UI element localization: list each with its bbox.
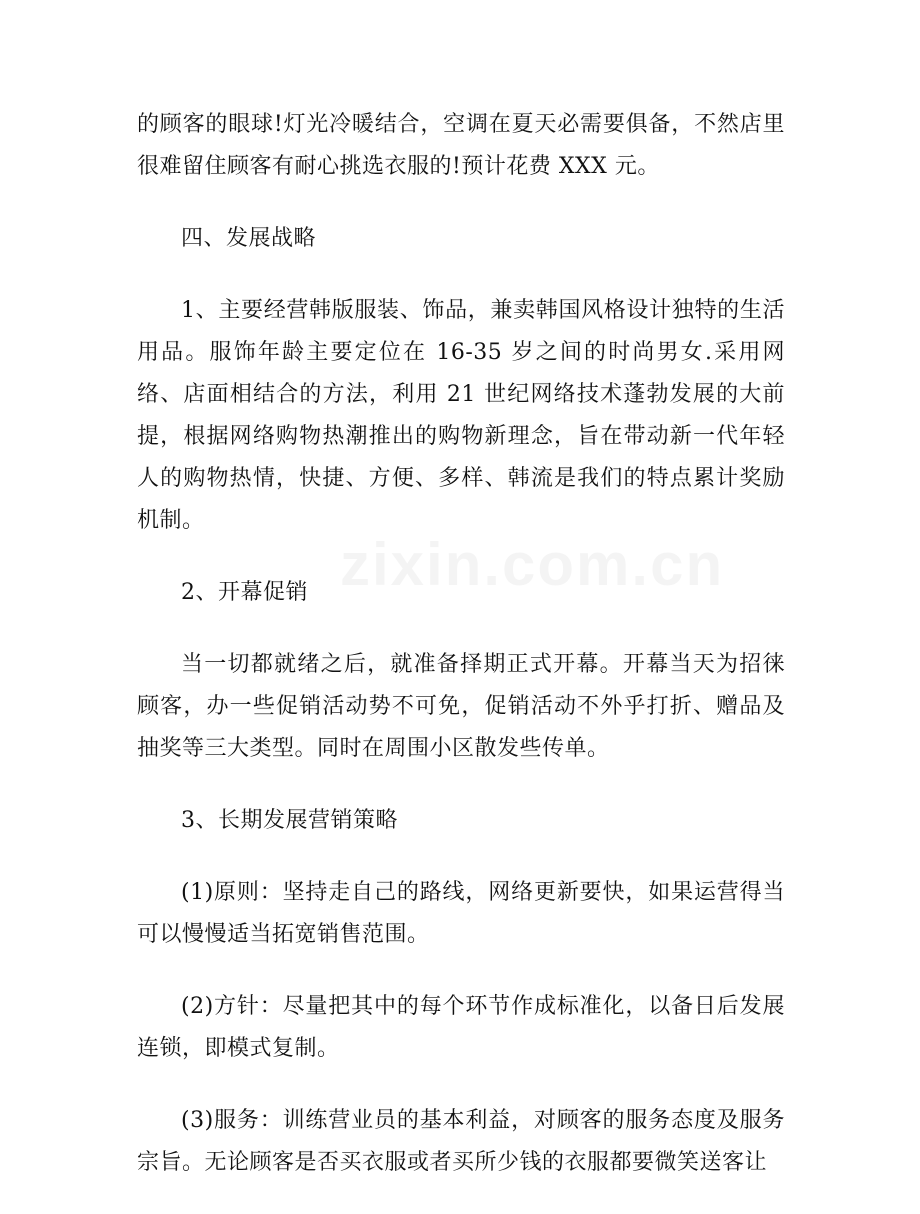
paragraph-opening-promotion: 当一切都就绪之后，就准备择期正式开幕。开幕当天为招徕顾客，办一些促销活动势不可免，促销活动不外乎打折、赠品及抽奖等三大类型。同时在周围小区散发些传单。 xyxy=(137,652,785,761)
subheading-opening-promotion: 2、开幕促销 xyxy=(181,580,308,605)
document-body xyxy=(137,104,785,1214)
paragraph-principle: (1)原则：坚持走自己的路线，网络更新要快，如果运营得当可以慢慢适当拓宽销售范围。 xyxy=(137,880,785,947)
paragraph-service: (3)服务：训练营业员的基本利益，对顾客的服务态度及服务宗旨。无论顾客是否买衣服或者买所少钱的衣服都要微笑送客让 xyxy=(137,1108,785,1175)
subheading-long-term-strategy: 3、长期发展营销策略 xyxy=(181,808,398,833)
paragraph-business-scope: 1、主要经营韩版服装、饰品，兼卖韩国风格设计独特的生活用品。服饰年龄主要定位在 16-35 岁之间的时尚男女.采用网络、店面相结合的方法，利用 21 世纪网络技术蓬勃发展的大前提，根据网络购物热潮推出的购物新理念，旨在带动新一代年轻人的购物热情，快捷、方便、多样、韩流是我们的特点累计奖励机制。 xyxy=(137,298,785,533)
paragraph-policy: (2)方针：尽量把其中的每个环节作成标准化，以备日后发展连锁，即模式复制。 xyxy=(137,994,785,1061)
section-heading-strategy: 四、发展战略 xyxy=(181,226,317,251)
paragraph-continued: 的顾客的眼球!灯光冷暖结合，空调在夏天必需要俱备，不然店里很难留住顾客有耐心挑选衣服的!预计花费 XXX 元。 xyxy=(137,112,785,179)
